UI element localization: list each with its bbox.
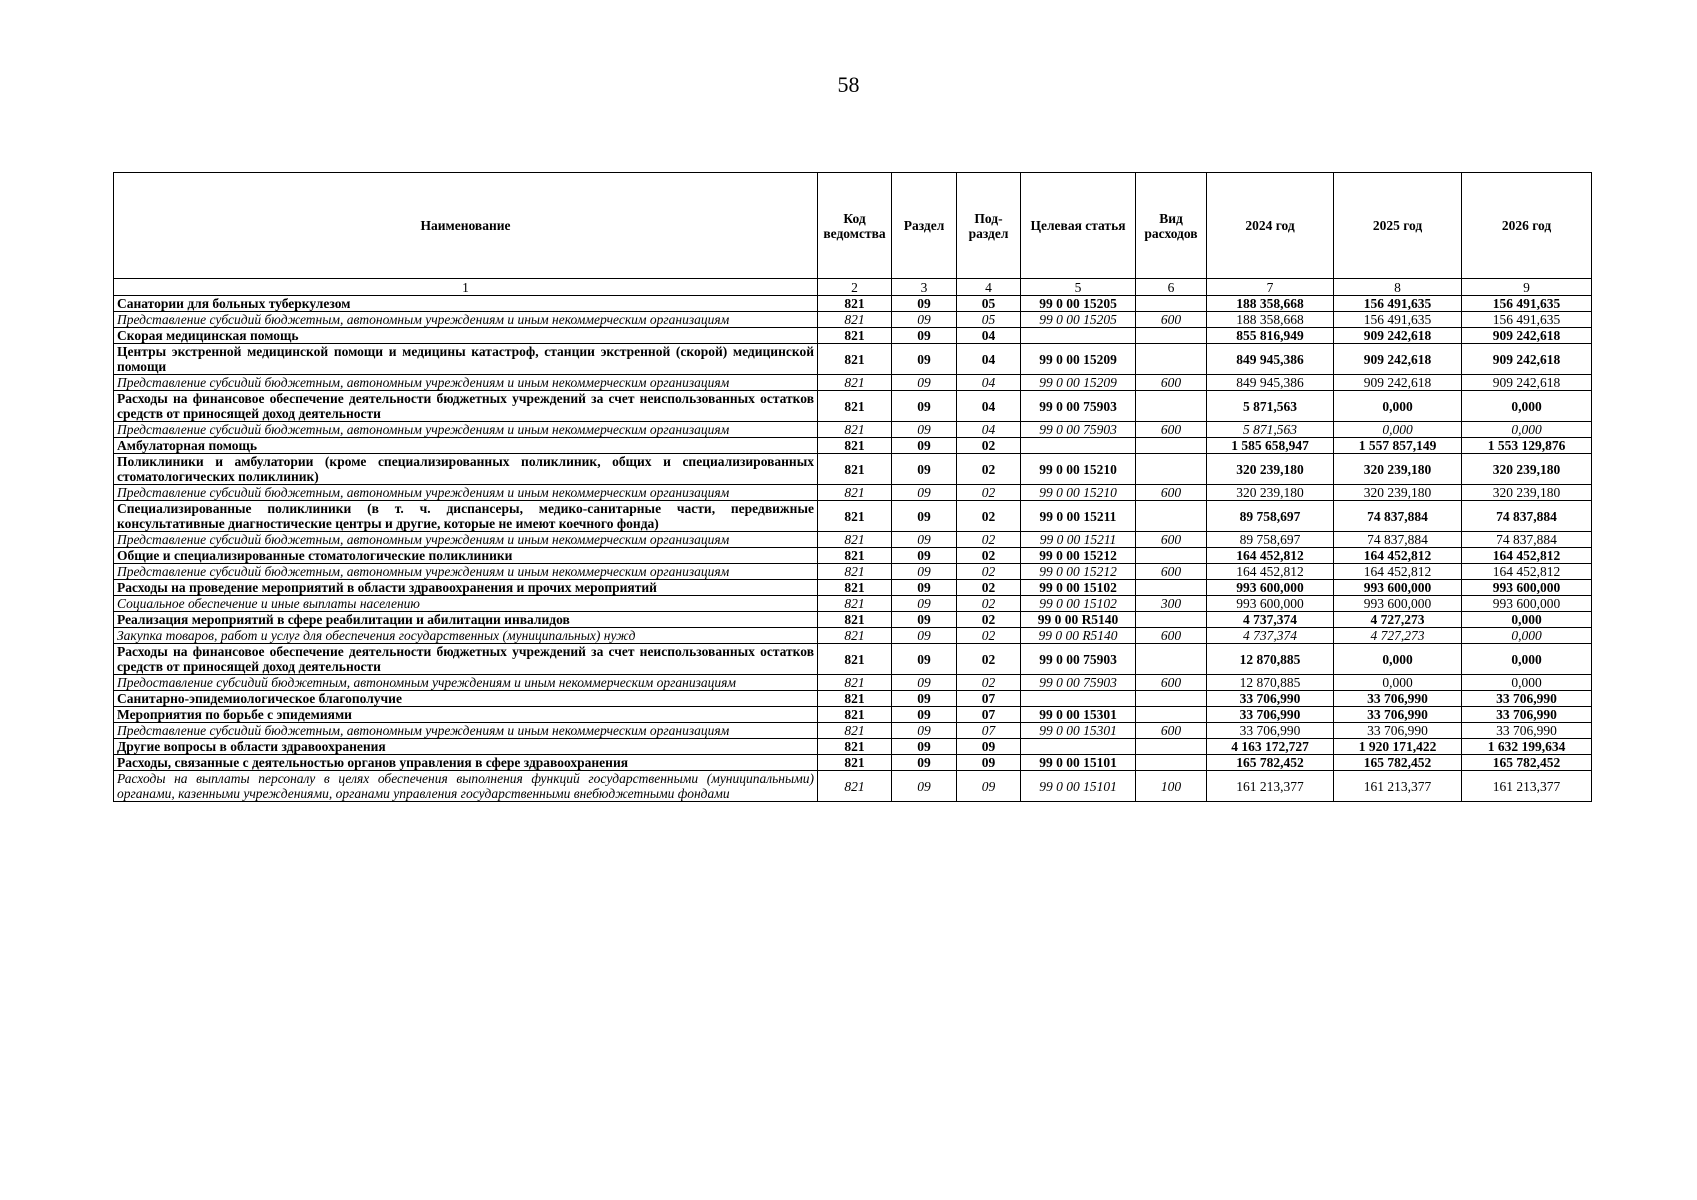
cell-vid: 600: [1136, 422, 1207, 438]
cell-ved: 821: [818, 755, 892, 771]
header-statya: Целевая статья: [1021, 173, 1136, 279]
cell-name: Другие вопросы в области здравоохранения: [114, 739, 818, 755]
cell-vid: [1136, 707, 1207, 723]
column-number: 6: [1136, 279, 1207, 296]
table-row: [114, 454, 1592, 485]
cell-razdel: 09: [892, 501, 957, 532]
cell-statya: 99 0 00 75903: [1021, 391, 1136, 422]
cell-name: Представление субсидий бюджетным, автономным учреждениям и иным некоммерческим организациям: [114, 564, 818, 580]
cell-y2026: 0,000: [1462, 422, 1592, 438]
cell-y2025: 33 706,990: [1334, 691, 1462, 707]
budget-table: [113, 172, 1592, 802]
cell-y2024: 165 782,452: [1207, 755, 1334, 771]
cell-y2026: 164 452,812: [1462, 564, 1592, 580]
cell-y2026: 0,000: [1462, 628, 1592, 644]
cell-y2026: 1 553 129,876: [1462, 438, 1592, 454]
cell-y2024: 33 706,990: [1207, 691, 1334, 707]
cell-y2026: 320 239,180: [1462, 485, 1592, 501]
table-row: [114, 344, 1592, 375]
cell-y2025: 993 600,000: [1334, 580, 1462, 596]
cell-statya: [1021, 328, 1136, 344]
cell-razdel: 09: [892, 580, 957, 596]
cell-name: Представление субсидий бюджетным, автономным учреждениям и иным некоммерческим организациям: [114, 532, 818, 548]
cell-name: Центры экстренной медицинской помощи и медицины катастроф, станции экстренной (скорой) медицинской помощи: [114, 344, 818, 375]
cell-y2025: 0,000: [1334, 391, 1462, 422]
cell-y2026: 1 632 199,634: [1462, 739, 1592, 755]
cell-podrazdel: 09: [957, 755, 1021, 771]
column-number: 4: [957, 279, 1021, 296]
table-row: [114, 580, 1592, 596]
cell-ved: 821: [818, 644, 892, 675]
cell-y2025: 909 242,618: [1334, 375, 1462, 391]
cell-vid: [1136, 454, 1207, 485]
cell-name: Расходы на финансовое обеспечение деятельности бюджетных учреждений за счет неиспользованных остатков средств от приносящей доход деятельности: [114, 644, 818, 675]
cell-name: Общие и специализированные стоматологические поликлиники: [114, 548, 818, 564]
cell-name: Социальное обеспечение и иные выплаты населению: [114, 596, 818, 612]
cell-vid: 600: [1136, 628, 1207, 644]
table-row: [114, 532, 1592, 548]
table-row: [114, 707, 1592, 723]
cell-razdel: 09: [892, 644, 957, 675]
table-row: [114, 564, 1592, 580]
cell-y2026: 909 242,618: [1462, 328, 1592, 344]
cell-vid: [1136, 739, 1207, 755]
cell-ved: 821: [818, 438, 892, 454]
cell-podrazdel: 04: [957, 375, 1021, 391]
header-podrazdel: Под-раздел: [957, 173, 1021, 279]
cell-y2024: 188 358,668: [1207, 312, 1334, 328]
table-row: [114, 438, 1592, 454]
column-number: 5: [1021, 279, 1136, 296]
cell-vid: 600: [1136, 564, 1207, 580]
cell-vid: [1136, 548, 1207, 564]
cell-y2026: 156 491,635: [1462, 296, 1592, 312]
cell-name: Расходы на проведение мероприятий в области здравоохранения и прочих мероприятий: [114, 580, 818, 596]
table-row: [114, 596, 1592, 612]
cell-podrazdel: 04: [957, 328, 1021, 344]
cell-ved: 821: [818, 391, 892, 422]
cell-y2025: 156 491,635: [1334, 296, 1462, 312]
cell-razdel: 09: [892, 296, 957, 312]
cell-y2025: 161 213,377: [1334, 771, 1462, 802]
cell-statya: 99 0 00 15210: [1021, 454, 1136, 485]
cell-y2025: 909 242,618: [1334, 344, 1462, 375]
header-vid: Вид расходов: [1136, 173, 1207, 279]
cell-razdel: 09: [892, 438, 957, 454]
cell-y2026: 33 706,990: [1462, 707, 1592, 723]
table-row: [114, 644, 1592, 675]
cell-statya: 99 0 00 75903: [1021, 675, 1136, 691]
cell-name: Закупка товаров, работ и услуг для обеспечения государственных (муниципальных) нужд: [114, 628, 818, 644]
cell-y2025: 1 920 171,422: [1334, 739, 1462, 755]
cell-y2024: 4 163 172,727: [1207, 739, 1334, 755]
table-row: [114, 612, 1592, 628]
cell-podrazdel: 02: [957, 596, 1021, 612]
cell-name: Санатории для больных туберкулезом: [114, 296, 818, 312]
column-number: 1: [114, 279, 818, 296]
cell-y2025: 909 242,618: [1334, 328, 1462, 344]
cell-ved: 821: [818, 564, 892, 580]
table-row: [114, 501, 1592, 532]
cell-statya: 99 0 00 75903: [1021, 644, 1136, 675]
cell-vid: [1136, 328, 1207, 344]
cell-y2025: 74 837,884: [1334, 532, 1462, 548]
cell-vid: [1136, 391, 1207, 422]
cell-vid: 600: [1136, 375, 1207, 391]
cell-razdel: 09: [892, 344, 957, 375]
cell-y2024: 164 452,812: [1207, 548, 1334, 564]
cell-vid: 600: [1136, 675, 1207, 691]
cell-podrazdel: 05: [957, 312, 1021, 328]
cell-y2026: 0,000: [1462, 391, 1592, 422]
cell-y2026: 164 452,812: [1462, 548, 1592, 564]
cell-name: Амбулаторная помощь: [114, 438, 818, 454]
table-row: [114, 771, 1592, 802]
cell-y2026: 161 213,377: [1462, 771, 1592, 802]
cell-statya: 99 0 00 15210: [1021, 485, 1136, 501]
cell-vid: [1136, 580, 1207, 596]
header-2025: 2025 год: [1334, 173, 1462, 279]
cell-ved: 821: [818, 454, 892, 485]
cell-y2025: 164 452,812: [1334, 564, 1462, 580]
cell-statya: 99 0 00 15102: [1021, 580, 1136, 596]
cell-statya: [1021, 438, 1136, 454]
cell-razdel: 09: [892, 612, 957, 628]
column-number: 8: [1334, 279, 1462, 296]
cell-statya: 99 0 00 75903: [1021, 422, 1136, 438]
cell-y2025: 320 239,180: [1334, 454, 1462, 485]
cell-vid: [1136, 755, 1207, 771]
cell-podrazdel: 09: [957, 739, 1021, 755]
cell-ved: 821: [818, 548, 892, 564]
cell-podrazdel: 02: [957, 532, 1021, 548]
cell-y2024: 161 213,377: [1207, 771, 1334, 802]
cell-vid: 300: [1136, 596, 1207, 612]
cell-statya: 99 0 00 15211: [1021, 532, 1136, 548]
cell-statya: 99 0 00 15212: [1021, 548, 1136, 564]
cell-razdel: 09: [892, 454, 957, 485]
cell-vid: [1136, 344, 1207, 375]
cell-statya: 99 0 00 15209: [1021, 375, 1136, 391]
cell-podrazdel: 02: [957, 501, 1021, 532]
cell-razdel: 09: [892, 596, 957, 612]
cell-razdel: 09: [892, 755, 957, 771]
cell-podrazdel: 02: [957, 580, 1021, 596]
cell-ved: 821: [818, 723, 892, 739]
table-row: [114, 391, 1592, 422]
cell-y2025: 156 491,635: [1334, 312, 1462, 328]
cell-y2024: 5 871,563: [1207, 422, 1334, 438]
cell-ved: 821: [818, 771, 892, 802]
cell-razdel: 09: [892, 675, 957, 691]
cell-statya: [1021, 691, 1136, 707]
cell-vid: 100: [1136, 771, 1207, 802]
cell-razdel: 09: [892, 312, 957, 328]
cell-vid: [1136, 691, 1207, 707]
cell-podrazdel: 02: [957, 628, 1021, 644]
cell-y2024: 855 816,949: [1207, 328, 1334, 344]
cell-y2025: 164 452,812: [1334, 548, 1462, 564]
cell-y2024: 12 870,885: [1207, 675, 1334, 691]
cell-y2024: 33 706,990: [1207, 723, 1334, 739]
cell-ved: 821: [818, 628, 892, 644]
column-number: 9: [1462, 279, 1592, 296]
column-number: 3: [892, 279, 957, 296]
cell-podrazdel: 09: [957, 771, 1021, 802]
cell-podrazdel: 02: [957, 564, 1021, 580]
cell-name: Санитарно-эпидемиологическое благополучие: [114, 691, 818, 707]
cell-razdel: 09: [892, 391, 957, 422]
cell-podrazdel: 07: [957, 723, 1021, 739]
cell-y2024: 320 239,180: [1207, 454, 1334, 485]
cell-statya: 99 0 00 15101: [1021, 755, 1136, 771]
cell-y2024: 993 600,000: [1207, 580, 1334, 596]
cell-y2024: 89 758,697: [1207, 532, 1334, 548]
cell-ved: 821: [818, 344, 892, 375]
cell-razdel: 09: [892, 548, 957, 564]
cell-y2026: 993 600,000: [1462, 580, 1592, 596]
cell-ved: 821: [818, 739, 892, 755]
cell-razdel: 09: [892, 723, 957, 739]
cell-razdel: 09: [892, 422, 957, 438]
cell-y2025: 33 706,990: [1334, 707, 1462, 723]
header-2026: 2026 год: [1462, 173, 1592, 279]
cell-y2025: 0,000: [1334, 675, 1462, 691]
cell-podrazdel: 07: [957, 691, 1021, 707]
table-row: [114, 328, 1592, 344]
cell-y2024: 993 600,000: [1207, 596, 1334, 612]
cell-y2026: 909 242,618: [1462, 344, 1592, 375]
cell-ved: 821: [818, 485, 892, 501]
cell-ved: 821: [818, 422, 892, 438]
cell-ved: 821: [818, 580, 892, 596]
header-row: [114, 173, 1592, 279]
cell-y2024: 849 945,386: [1207, 344, 1334, 375]
cell-vid: 600: [1136, 485, 1207, 501]
cell-y2026: 0,000: [1462, 675, 1592, 691]
cell-razdel: 09: [892, 771, 957, 802]
cell-podrazdel: 02: [957, 675, 1021, 691]
cell-y2025: 4 727,273: [1334, 628, 1462, 644]
cell-y2024: 12 870,885: [1207, 644, 1334, 675]
cell-y2025: 0,000: [1334, 644, 1462, 675]
cell-statya: 99 0 00 R5140: [1021, 628, 1136, 644]
cell-name: Расходы на финансовое обеспечение деятельности бюджетных учреждений за счет неиспользованных остатков средств от приносящей доход деятельности: [114, 391, 818, 422]
cell-y2024: 4 737,374: [1207, 628, 1334, 644]
table-row: [114, 739, 1592, 755]
table-row: [114, 312, 1592, 328]
cell-name: Представление субсидий бюджетным, автономным учреждениям и иным некоммерческим организациям: [114, 485, 818, 501]
cell-y2025: 320 239,180: [1334, 485, 1462, 501]
cell-name: Мероприятия по борьбе с эпидемиями: [114, 707, 818, 723]
cell-razdel: 09: [892, 375, 957, 391]
table-row: [114, 548, 1592, 564]
header-ved: Код ведомства: [818, 173, 892, 279]
cell-ved: 821: [818, 612, 892, 628]
cell-y2026: 320 239,180: [1462, 454, 1592, 485]
cell-ved: 821: [818, 532, 892, 548]
cell-vid: 600: [1136, 532, 1207, 548]
cell-y2026: 909 242,618: [1462, 375, 1592, 391]
header-razdel: Раздел: [892, 173, 957, 279]
cell-podrazdel: 02: [957, 485, 1021, 501]
column-number-row: [114, 279, 1592, 296]
cell-y2026: 156 491,635: [1462, 312, 1592, 328]
cell-name: Поликлиники и амбулатории (кроме специализированных поликлиник, общих и специализированных стоматологических поликлиник): [114, 454, 818, 485]
cell-statya: 99 0 00 15301: [1021, 723, 1136, 739]
table-row: [114, 422, 1592, 438]
cell-ved: 821: [818, 328, 892, 344]
cell-statya: [1021, 739, 1136, 755]
cell-statya: 99 0 00 15205: [1021, 296, 1136, 312]
cell-name: Расходы, связанные с деятельностью органов управления в сфере здравоохранения: [114, 755, 818, 771]
cell-statya: 99 0 00 15101: [1021, 771, 1136, 802]
cell-y2026: 993 600,000: [1462, 596, 1592, 612]
cell-statya: 99 0 00 15301: [1021, 707, 1136, 723]
header-2024: 2024 год: [1207, 173, 1334, 279]
cell-y2024: 849 945,386: [1207, 375, 1334, 391]
cell-name: Скорая медицинская помощь: [114, 328, 818, 344]
cell-statya: 99 0 00 15209: [1021, 344, 1136, 375]
cell-ved: 821: [818, 312, 892, 328]
cell-y2026: 33 706,990: [1462, 691, 1592, 707]
cell-name: Реализация мероприятий в сфере реабилитации и абилитации инвалидов: [114, 612, 818, 628]
cell-name: Представление субсидий бюджетным, автономным учреждениям и иным некоммерческим организациям: [114, 422, 818, 438]
cell-ved: 821: [818, 596, 892, 612]
cell-vid: [1136, 296, 1207, 312]
table-row: [114, 628, 1592, 644]
column-number: 2: [818, 279, 892, 296]
cell-y2024: 33 706,990: [1207, 707, 1334, 723]
cell-y2024: 5 871,563: [1207, 391, 1334, 422]
page-number: 58: [837, 72, 860, 97]
cell-statya: 99 0 00 15205: [1021, 312, 1136, 328]
cell-podrazdel: 07: [957, 707, 1021, 723]
cell-statya: 99 0 00 15212: [1021, 564, 1136, 580]
cell-statya: 99 0 00 15211: [1021, 501, 1136, 532]
cell-ved: 821: [818, 501, 892, 532]
cell-name: Представление субсидий бюджетным, автономным учреждениям и иным некоммерческим организациям: [114, 723, 818, 739]
cell-y2026: 74 837,884: [1462, 501, 1592, 532]
cell-y2024: 1 585 658,947: [1207, 438, 1334, 454]
cell-name: Предоставление субсидий бюджетным, автономным учреждениям и иным некоммерческим организациям: [114, 675, 818, 691]
cell-name: Специализированные поликлиники (в т. ч. диспансеры, медико-санитарные части, передвижные консультативные диагностические центры и другие, которые не имеют коечного фонда): [114, 501, 818, 532]
cell-razdel: 09: [892, 707, 957, 723]
table-row: [114, 485, 1592, 501]
cell-y2026: 74 837,884: [1462, 532, 1592, 548]
column-number: 7: [1207, 279, 1334, 296]
cell-vid: [1136, 501, 1207, 532]
cell-razdel: 09: [892, 739, 957, 755]
cell-ved: 821: [818, 296, 892, 312]
cell-podrazdel: 05: [957, 296, 1021, 312]
cell-razdel: 09: [892, 628, 957, 644]
cell-ved: 821: [818, 707, 892, 723]
cell-razdel: 09: [892, 328, 957, 344]
cell-y2025: 1 557 857,149: [1334, 438, 1462, 454]
cell-podrazdel: 04: [957, 391, 1021, 422]
cell-y2024: 188 358,668: [1207, 296, 1334, 312]
cell-y2026: 0,000: [1462, 612, 1592, 628]
cell-y2026: 0,000: [1462, 644, 1592, 675]
cell-podrazdel: 04: [957, 344, 1021, 375]
cell-vid: 600: [1136, 723, 1207, 739]
cell-vid: [1136, 644, 1207, 675]
cell-name: Представление субсидий бюджетным, автономным учреждениям и иным некоммерческим организациям: [114, 375, 818, 391]
cell-razdel: 09: [892, 564, 957, 580]
cell-y2025: 4 727,273: [1334, 612, 1462, 628]
cell-y2025: 74 837,884: [1334, 501, 1462, 532]
cell-razdel: 09: [892, 532, 957, 548]
cell-podrazdel: 02: [957, 454, 1021, 485]
table-row: [114, 296, 1592, 312]
cell-y2026: 33 706,990: [1462, 723, 1592, 739]
cell-statya: 99 0 00 15102: [1021, 596, 1136, 612]
cell-razdel: 09: [892, 691, 957, 707]
cell-statya: 99 0 00 R5140: [1021, 612, 1136, 628]
cell-podrazdel: 02: [957, 612, 1021, 628]
cell-podrazdel: 02: [957, 644, 1021, 675]
cell-ved: 821: [818, 375, 892, 391]
table-row: [114, 723, 1592, 739]
cell-podrazdel: 02: [957, 548, 1021, 564]
cell-y2024: 320 239,180: [1207, 485, 1334, 501]
header-name: Наименование: [114, 173, 818, 279]
cell-vid: [1136, 438, 1207, 454]
cell-name: Расходы на выплаты персоналу в целях обеспечения выполнения функций государственными (муниципальными) органами, казенными учреждениями, органами управления государственными внебюджетными фондами: [114, 771, 818, 802]
cell-y2024: 4 737,374: [1207, 612, 1334, 628]
table-row: [114, 691, 1592, 707]
cell-y2025: 0,000: [1334, 422, 1462, 438]
table-row: [114, 675, 1592, 691]
cell-ved: 821: [818, 691, 892, 707]
table-row: [114, 375, 1592, 391]
cell-y2025: 165 782,452: [1334, 755, 1462, 771]
cell-y2025: 993 600,000: [1334, 596, 1462, 612]
cell-name: Представление субсидий бюджетным, автономным учреждениям и иным некоммерческим организациям: [114, 312, 818, 328]
cell-podrazdel: 04: [957, 422, 1021, 438]
table-body: [114, 296, 1592, 802]
cell-vid: 600: [1136, 312, 1207, 328]
cell-y2024: 89 758,697: [1207, 501, 1334, 532]
cell-vid: [1136, 612, 1207, 628]
table-row: [114, 755, 1592, 771]
cell-podrazdel: 02: [957, 438, 1021, 454]
cell-razdel: 09: [892, 485, 957, 501]
cell-y2026: 165 782,452: [1462, 755, 1592, 771]
cell-ved: 821: [818, 675, 892, 691]
cell-y2024: 164 452,812: [1207, 564, 1334, 580]
cell-y2025: 33 706,990: [1334, 723, 1462, 739]
